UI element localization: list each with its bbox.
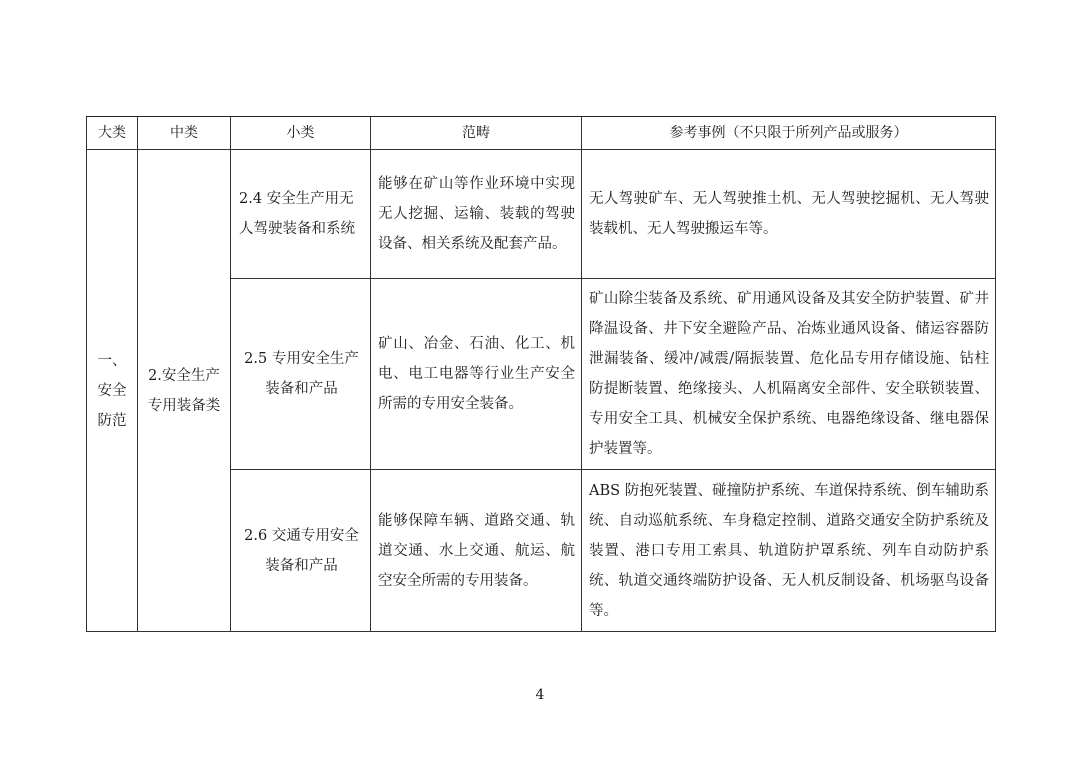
scope-cell: 矿山、冶金、石油、化工、机电、电工电器等行业生产安全所需的专用安全装备。: [371, 279, 582, 470]
table-row: [87, 150, 996, 279]
sub-line: 人驾驶装备和系统: [239, 221, 355, 237]
header-major: 大类: [87, 117, 138, 150]
major-category-cell: [87, 150, 138, 632]
sub-line: 2.5 专用安全生产: [244, 351, 359, 367]
header-mid: 中类: [138, 117, 231, 150]
major-line-1: 一、: [97, 352, 127, 369]
sub-line: 2.6 交通专用安全: [244, 527, 359, 544]
sub-category-cell: [231, 150, 371, 279]
category-table: [86, 116, 996, 632]
examples-cell: 无人驾驶矿车、无人驾驶推土机、无人驾驶挖掘机、无人驾驶装载机、无人驾驶搬运车等。: [582, 150, 996, 279]
table-header-row: [87, 117, 996, 150]
examples-cell: ABS 防抱死装置、碰撞防护系统、车道保持系统、倒车辅助系统、自动巡航系统、车身稳定控制、道路交通安全防护系统及装置、港口专用工索具、轨道防护罩系统、列车自动防护系统、轨道交通终端防护设备、无人机反制设备、机场驱鸟设备等。: [582, 470, 996, 632]
header-examples: 参考事例（不只限于所列产品或服务）: [582, 117, 996, 150]
mid-category-cell: [138, 150, 231, 632]
sub-line: 装备和产品: [265, 557, 338, 574]
major-line-2: 安全: [97, 382, 127, 399]
scope-cell: 能够保障车辆、道路交通、轨道交通、水上交通、航运、航空安全所需的专用装备。: [371, 470, 582, 632]
header-sub: 小类: [231, 117, 371, 150]
sub-category-cell: [231, 279, 371, 470]
sub-line: 2.4 安全生产用无: [239, 191, 354, 207]
scope-cell: 能够在矿山等作业环境中实现无人挖掘、运输、装载的驾驶设备、相关系统及配套产品。: [371, 150, 582, 279]
sub-line: 装备和产品: [265, 381, 338, 397]
header-scope: 范畴: [371, 117, 582, 150]
page-number: 4: [535, 687, 545, 703]
examples-cell: 矿山除尘装备及系统、矿用通风设备及其安全防护装置、矿井降温设备、井下安全避险产品、冶炼业通风设备、储运容器防泄漏装备、缓冲/减震/隔振装置、危化品专用存储设施、钻柱防提断装置、绝缘接头、人机隔离安全部件、安全联锁装置、专用安全工具、机械安全保护系统、电器绝缘设备、继电器保护装置等。: [582, 279, 996, 470]
sub-category-cell: [231, 470, 371, 632]
major-line-3: 防范: [97, 412, 127, 429]
mid-line-2: 专用装备类: [147, 397, 221, 414]
mid-line-1: 2.安全生产: [148, 367, 220, 384]
